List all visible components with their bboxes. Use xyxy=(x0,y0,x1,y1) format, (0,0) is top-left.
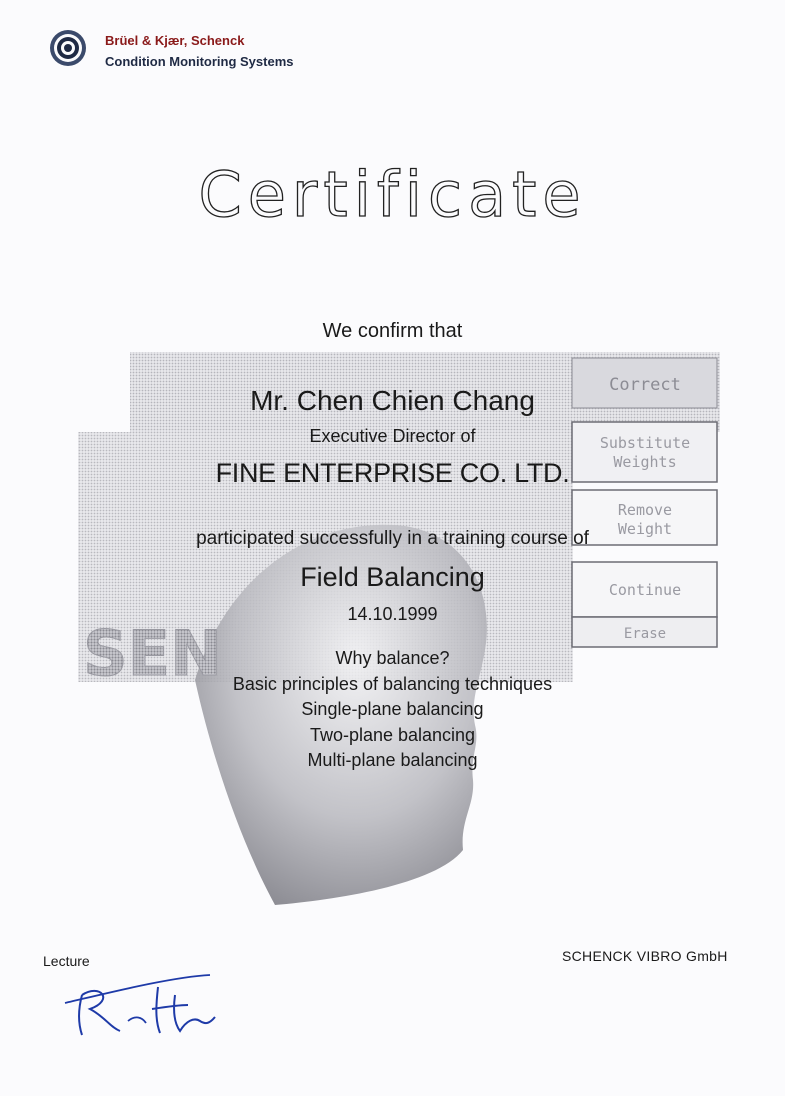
svg-text:Substitute: Substitute xyxy=(599,434,691,452)
svg-text:Weight: Weight xyxy=(617,520,673,538)
course-date: 14.10.1999 xyxy=(347,604,438,624)
topics-list xyxy=(0,646,785,774)
recipient-role: Executive Director of xyxy=(309,426,476,446)
topic-item: Multi-plane balancing xyxy=(307,750,478,770)
lecture-label: Lecture xyxy=(43,953,90,969)
svg-text:SEN: SEN xyxy=(83,617,222,690)
handwritten-signature-icon xyxy=(60,965,235,1040)
concentric-rings-logo-icon xyxy=(48,28,88,68)
course-name: Field Balancing xyxy=(300,562,485,592)
topic-item: Why balance? xyxy=(335,648,450,668)
company-name: FINE ENTERPRISE CO. LTD. xyxy=(215,458,570,488)
certificate-title: Certificate xyxy=(198,158,587,231)
issuer-name: SCHENCK VIBRO GmbH xyxy=(562,948,728,964)
svg-text:Erase: Erase xyxy=(623,626,667,642)
brand-block xyxy=(105,30,294,72)
recipient-name: Mr. Chen Chien Chang xyxy=(250,385,535,416)
participation-text: participated successfully in a training course of xyxy=(196,528,589,549)
topic-item: Two-plane balancing xyxy=(309,724,476,745)
brand-subtitle: Condition Monitoring Systems xyxy=(105,54,294,69)
topic-item: Basic principles of balancing techniques xyxy=(232,673,553,694)
confirm-text: We confirm that xyxy=(322,320,463,342)
svg-text:Weights: Weights xyxy=(613,453,677,471)
svg-text:Correct: Correct xyxy=(609,375,681,395)
svg-text:Remove: Remove xyxy=(617,501,673,519)
svg-text:Continue: Continue xyxy=(608,581,682,599)
topic-item: Single-plane balancing xyxy=(301,699,484,719)
brand-name: Brüel & Kjær, Schenck xyxy=(105,33,245,48)
